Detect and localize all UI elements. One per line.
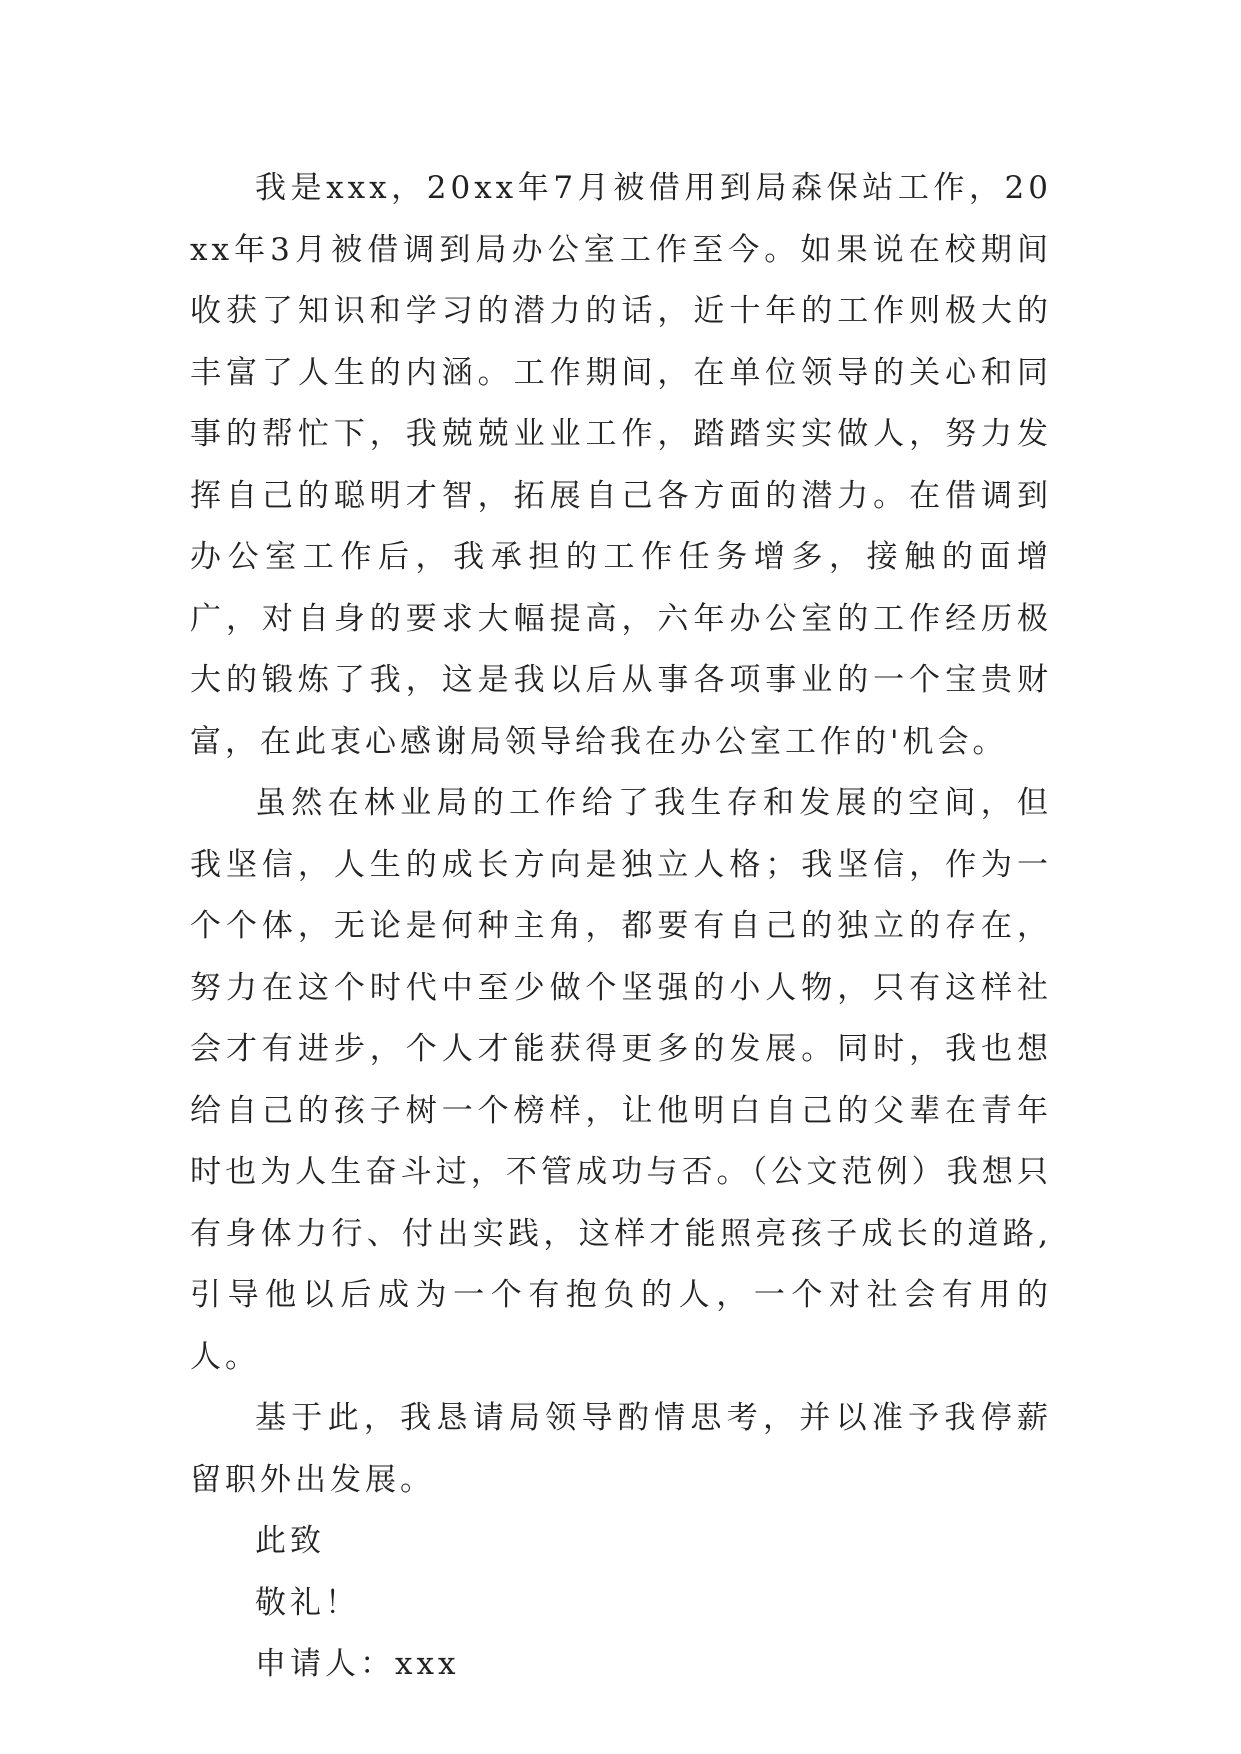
letter-body xyxy=(190,158,1052,1696)
applicant-signature: 申请人：xxx xyxy=(255,1646,460,1682)
closing-regards: 敬礼！ xyxy=(255,1584,360,1621)
paragraph-request: 基于此，我恳请局领导酌情思考，并以准予我停薪留职外出发展。 xyxy=(190,1400,1052,1498)
closing-salutation: 此致 xyxy=(255,1523,325,1559)
paragraph-reasons: 虽然在林业局的工作给了我生存和发展的空间，但我坚信，人生的成长方向是独立人格；我坚信，作为一个个体，无论是何种主角，都要有自己的独立的存在，努力在这个时代中至少做个坚强的小人物，只有这样社会才有进步，个人才能获得更多的发展。同时，我也想给自己的孩子树一个榜样，让他明白自己的父辈在青年时也为人生奋斗过，不管成功与否。（公文范例）我想只有身体力行、付出实践，这样才能照亮孩子成长的道路,引导他以后成为一个有抱负的人，一个对社会有用的人。 xyxy=(190,785,1052,1375)
paragraph-work-history: 我是xxx，20xx年7月被借用到局森保站工作，20xx年3月被借调到局办公室工作至今。如果说在校期间收获了知识和学习的潜力的话，近十年的工作则极大的丰富了人生的内涵。工作期间，在单位领导的关心和同事的帮忙下，我兢兢业业工作，踏踏实实做人，努力发挥自己的聪明才智，拓展自己各方面的潜力。在借调到办公室工作后，我承担的工作任务增多，接触的面增广，对自身的要求大幅提高，六年办公室的工作经历极大的锻炼了我，这是我以后从事各项事业的一个宝贵财富，在此衷心感谢局领导给我在办公室工作的'机会。 xyxy=(190,170,1052,760)
